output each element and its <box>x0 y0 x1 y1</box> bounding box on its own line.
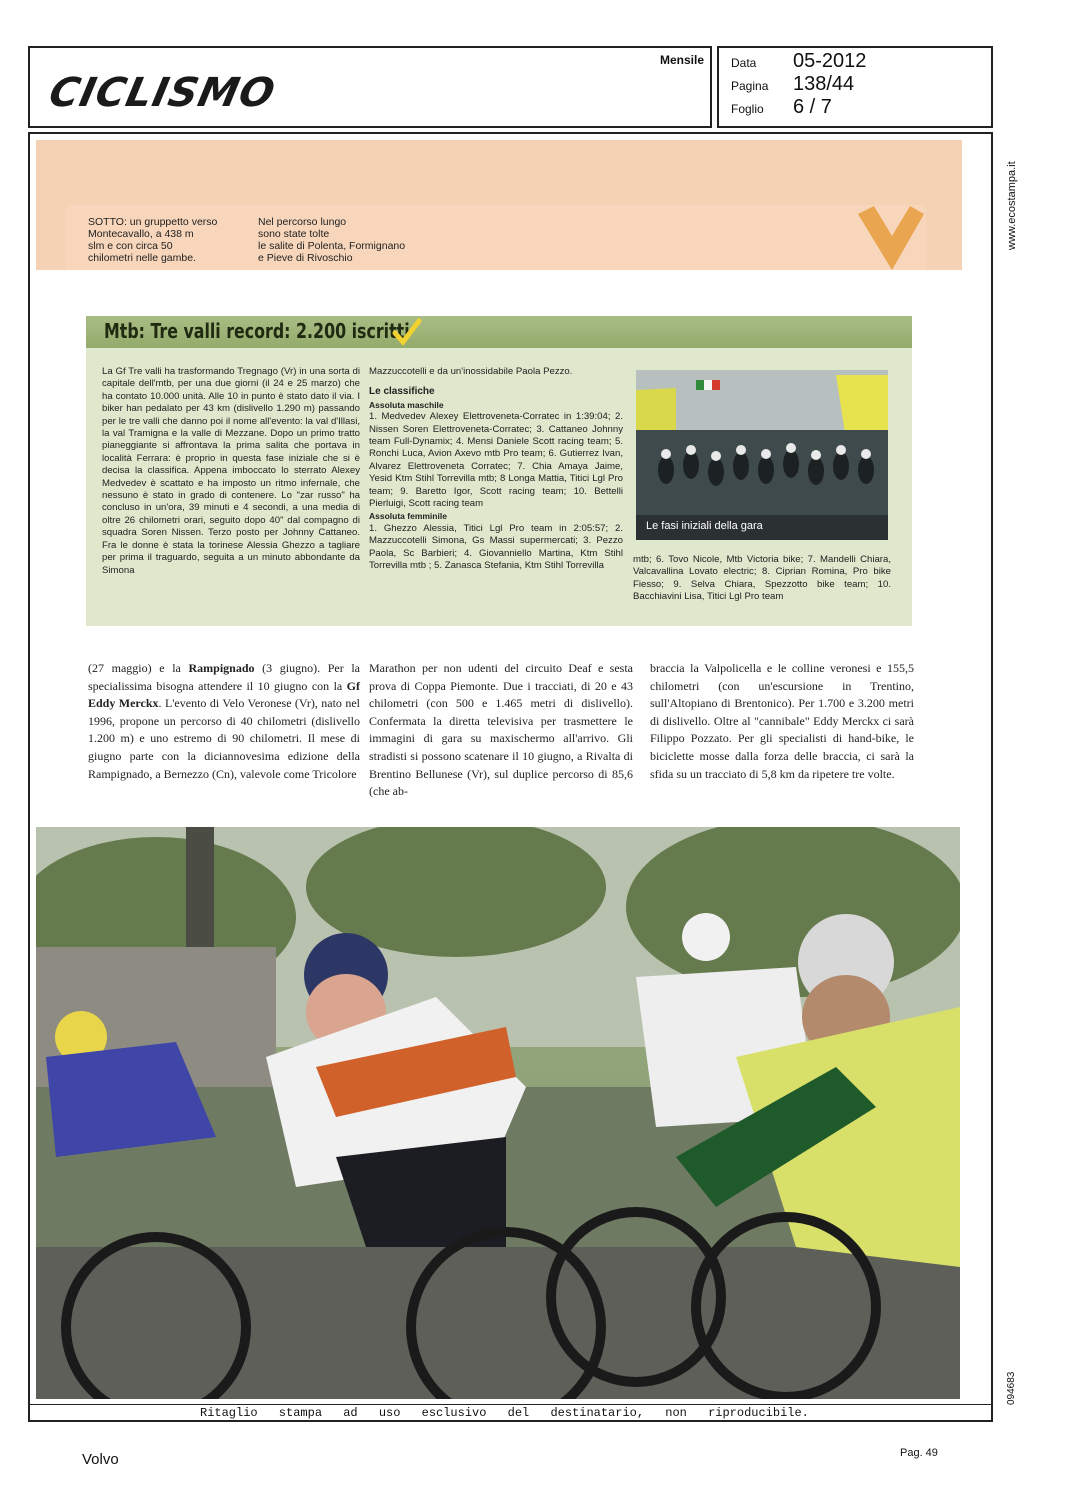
cyclists-photo <box>36 827 960 1399</box>
photo-caption: Le fasi iniziali della gara <box>646 520 763 532</box>
frequency-label: Mensile <box>659 53 704 67</box>
mtb-race-photo <box>636 370 888 540</box>
foglio-label: Foglio <box>731 102 764 116</box>
box-title: Mtb: Tre valli record: 2.200 iscritti <box>104 319 410 343</box>
box-title-bar <box>86 316 912 348</box>
caption-right: Nel percorso lungo sono state tolte le salite di Polenta, Formignano e Pieve di Rivoschio <box>258 216 406 264</box>
article-column-2: Marathon per non udenti del circuito Deaf e sesta prova di Coppa Piemonte. Due i tracciati, di 20 e 43 chilometri (con 500 e 1.465 metri di dislivello). Confermata la diretta televisiva per trasmettere le immagini di gara su maxischermo all'arrivo. Gli stradisti si possono scatenare il 10 giugno, a Rivalta di Brentino Bellunese (Vr), sul duplice percorso di 85,6 (che ab- <box>369 661 633 799</box>
magazine-logo: CICLISMO <box>45 70 280 116</box>
mtb-start-photo-illustration <box>636 370 888 540</box>
pagina-value: 138/44 <box>793 73 855 95</box>
caption-left: SOTTO: un gruppetto verso Montecavallo, a 438 m slm e con circa 50 chilometri nelle gambe. <box>88 216 218 264</box>
article-column-3: braccia la Valpolicella e le colline veronesi e 155,5 chilometri (con un'escursione in Trentino, sull'Altopiano di Brentonico). Per 1.700 e 3.200 metri di dislivello. Oltre al "cannibale" Eddy Merckx ci sarà Filippo Pozzato. Per gli specialisti di hand-bike, le biciclette mosse dalla forza delle braccia, ci sarà la sfida su un tracciato di 5,8 km da ripetere tre volte. <box>650 661 914 781</box>
issue-info-box <box>717 46 993 128</box>
page-number: Pag. 49 <box>900 1447 938 1459</box>
box-column-2: Mazzuccotelli e da un'inossidabile Paola Pezzo. Le classifiche Assoluta maschile 1. Medvedev Alexey Elettroveneta-Corratec in 1:39:04; 2. Nissen Soren Elettroveneta-Corratec; 3. Cattaneo Johnny team Full-Dynamix; 4. Mensi Daniele Scott racing team; 5. Ronchi Luca, Avion Axevo mtb Pro team; 6. Gutierrez Ivan, Alvarez Elettroveneta Corratec; 7. Chia Amaya Jaime, Yesid Ktm Stihl Torrevilla mtb; 8 Longa Mattia, Titici Lgl Pro team; 9. Baretto Igor, Scott racing team; 10. Bettelli Pierluigi, Scott racing team Assoluta femminile 1. Ghezzo Alessia, Titici Lgl Pro team in 2:05:57; 2. Mazzuccotelli Simona, Gs Massi supermercati; 3. Pezzo Paola, Sc Barbieri; 4. Giovanniello Martina, Ktm Stihl Torrevilla mtb ; 5. Zanasca Stefania, Ktm Stihl Torrevilla <box>369 366 623 572</box>
box-column-1: La Gf Tre valli ha trasformando Tregnago (Vr) in una sorta di capitale dell'mtb, per una due giorni (il 24 e 25 marzo) che ha contato 10.000 unità. Alle 10 in punto è stato dato il via. I biker han pedalato per 43 km (dislivello 1.290 m) passando per le tre valli che danno poi il nome all'evento: la val d'Illasi, la val Tramigna e la valle di Mezzane. Dopo un primo tratto pianeggiante si affrontava la prima salita che portava in località Ferrara: è proprio in questa fase iniziale che si è decisa la classifica. Appena imboccato lo sterrato Alexey Medvedev è scattato e ha imposto un ritmo infernale, che nessuno è stato in grado di contenere. Lo "zar russo" ha concluso in un'ora, 39 minuti e 4 secondi, a una media di oltre 26 chilometri orari, seguito dopo 40" dal compagno di squadra Soren Nissen. Terzo posto per Johnny Cattaneo. Fra le donne è stata la torinese Alessia Ghezzo a tagliare per prima il traguardo, seguita a un minuto abbondante da Simona <box>102 366 360 576</box>
article-column-1: (27 maggio) e la Rampignado (3 giugno). Per la specialissima bisogna attendere il 10 giugno con la Gf Eddy Merckx. L'evento di Velo Veronese (Vr), nato nel 1996, propone un percorso di 40 chilometri (dislivello 1.200 m) e uno estremo di 90 chilometri. Il mese di giugno parte con la diciannovesima edizione della Rampignado, a Bernezzo (Cn), valevole come Tricolore <box>88 661 360 781</box>
foglio-value: 6 / 7 <box>793 96 832 118</box>
copyright-notice: Ritaglio stampa ad uso esclusivo del destinatario, non riproducibile. <box>200 1406 809 1420</box>
masthead-box <box>28 46 712 128</box>
pagina-label: Pagina <box>731 79 769 93</box>
copyright-strip <box>30 1404 991 1421</box>
box-column-3: mtb; 6. Tovo Nicole, Mtb Victoria bike; 7. Mandelli Chiara, Valcavallina Lovato electric; 8. Ciprian Romina, Pro bike Fiesso; 9. Selva Chiara, Spezzotto bike team; 10. Bacchiavini Lisa, Titici Lgl Pro team <box>633 554 891 603</box>
road-cyclists-illustration <box>36 827 960 1399</box>
checkmark-icon <box>392 318 422 346</box>
data-value: 05-2012 <box>793 50 867 72</box>
chevron-down-icon <box>856 206 926 270</box>
data-label: Data <box>731 56 757 70</box>
side-url: www.ecostampa.it <box>1006 161 1018 250</box>
client-brand: Volvo <box>82 1451 119 1468</box>
